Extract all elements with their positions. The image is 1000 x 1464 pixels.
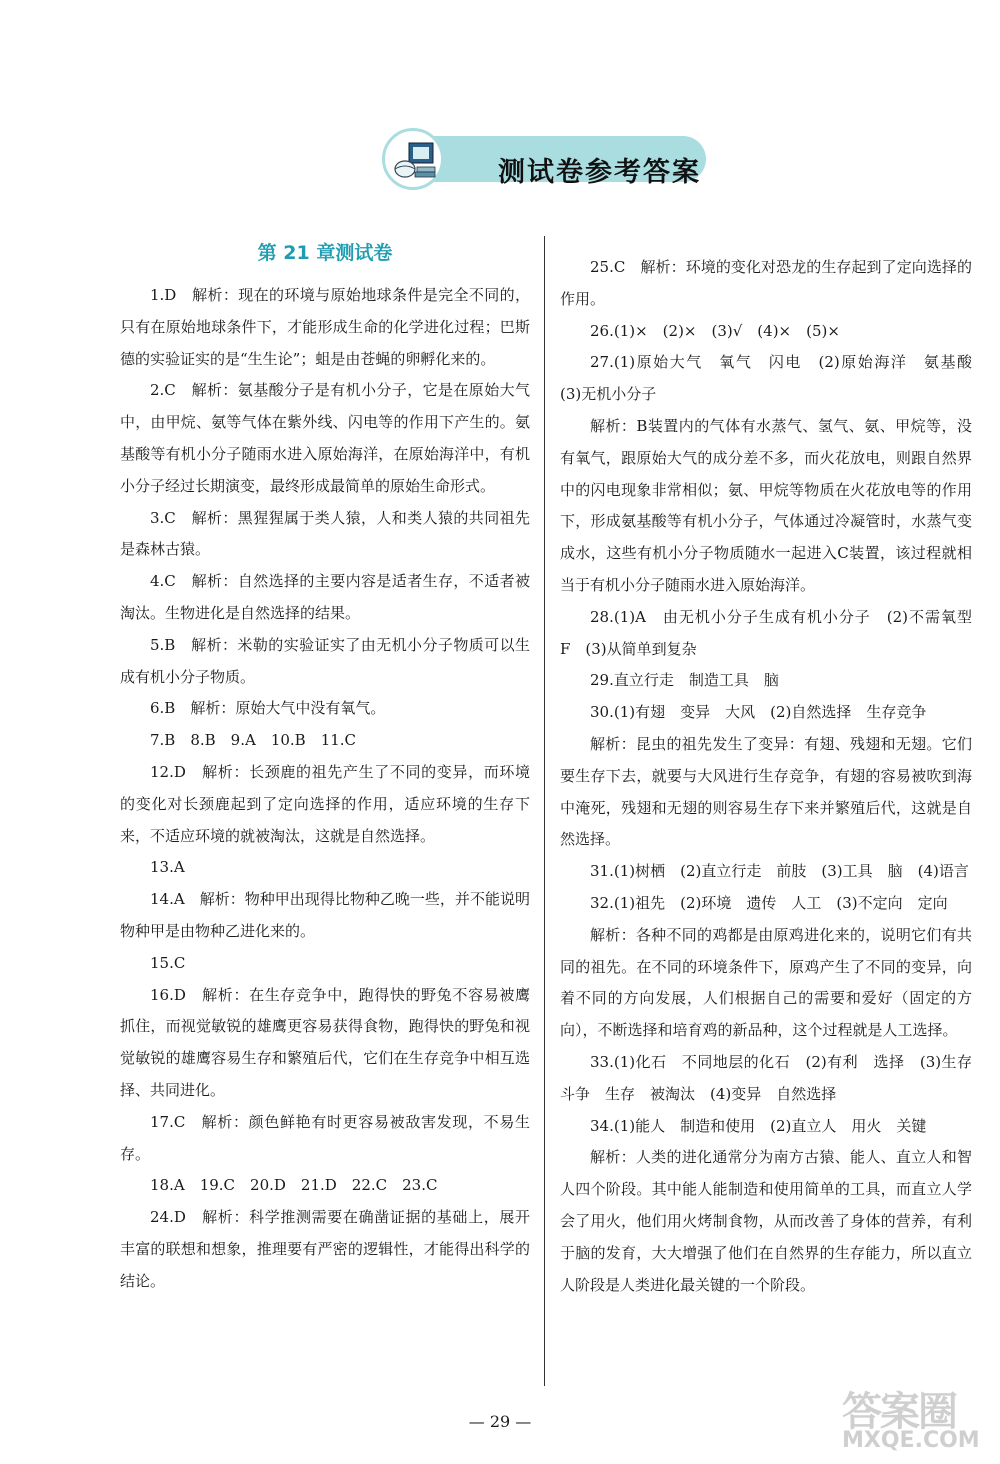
answer-item: 31.(1)树栖 (2)直立行走 前肢 (3)工具 脑 (4)语言	[590, 862, 969, 881]
analysis-item: 解析：B装置内的气体有水蒸气、氢气、氨、甲烷等，没有氧气，跟原始大气的成分差不多，而火花放电，则跟自然界中的闪电现象非常相似；氨、甲烷等物质在火花放电等的作用下，形成氨基酸等有机小分子，气体通过冷凝管时，水蒸气变成水，这些有机小分子物质随水一起进入C装置，该过程就相当于有机小分子随雨水进入原始海洋。	[560, 416, 972, 594]
analysis-item: 解析：各种不同的鸡都是由原鸡进化来的，说明它们有共同的祖先。在不同的环境条件下，原鸡产生了不同的变异，向着不同的方向发展，人们根据自己的需要和爱好（固定的方向），不断选择和培育鸡的新品种，这个过程就是人工选择。	[560, 925, 972, 1040]
answer-item: 24.D 解析：科学推测需要在确凿证据的基础上，展开丰富的联想和想象，推理要有严密的逻辑性，才能得出科学的结论。	[120, 1208, 530, 1290]
analysis-item: 解析：昆虫的祖先发生了变异：有翅、残翅和无翅。它们要生存下去，就要与大风进行生存竞争，有翅的容易被吹到海中淹死，残翅和无翅的则容易生存下来并繁殖后代，这就是自然选择。	[560, 734, 972, 849]
answer-item: 26.(1)× (2)× (3)√ (4)× (5)×	[590, 321, 840, 340]
answer-item: 7.B 8.B 9.A 10.B 11.C	[150, 731, 357, 750]
books-globe-icon	[382, 128, 444, 190]
left-column	[120, 232, 530, 1298]
answer-item: 25.C 解析：环境的变化对恐龙的生存起到了定向选择的作用。	[560, 258, 972, 308]
answer-item: 33.(1)化石 不同地层的化石 (2)有利 选择 (3)生存斗争 生存 被淘汰 (4)变异 自然选择	[560, 1052, 972, 1103]
answer-item: 1.D 解析：现在的环境与原始地球条件是完全不同的，只有在原始地球条件下，才能形成生命的化学进化过程；巴斯德的实验证实的是“生生论”；蛆是由苍蝇的卵孵化来的。	[120, 286, 530, 368]
answer-item: 3.C 解析：黑猩猩属于类人猿，人和类人猿的共同祖先是森林古猿。	[120, 508, 530, 559]
answer-item: 2.C 解析：氨基酸分子是有机小分子，它是在原始大气中，由甲烷、氨等气体在紫外线、闪电等的作用下产生的。氨基酸等有机小分子随雨水进入原始海洋，在原始海洋中，有机小分子经过长期演变，最终形成最简单的原始生命形式。	[120, 381, 530, 495]
answer-item: 6.B 解析：原始大气中没有氧气。	[150, 699, 386, 718]
answer-item: 17.C 解析：颜色鲜艳有时更容易被敌害发现，不易生存。	[120, 1112, 530, 1163]
answer-item: 28.(1)A 由无机小分子生成有机小分子 (2)不需氧型 F (3)从简单到复杂	[560, 607, 988, 658]
answer-item: 27.(1)原始大气 氧气 闪电 (2)原始海洋 氨基酸 (3)无机小分子	[560, 353, 988, 404]
answer-item: 16.D 解析：在生存竞争中，跑得快的野兔不容易被鹰抓住，而视觉敏锐的雄鹰更容易获得食物，跑得快的野兔和视觉敏锐的雄鹰容易生存和繁殖后代，它们在生存竞争中相互选择、共同进化。	[120, 985, 530, 1099]
answer-item: 12.D 解析：长颈鹿的祖先产生了不同的变异，而环境的变化对长颈鹿起到了定向选择的作用，适应环境的生存下来，不适应环境的就被淘汰，这就是自然选择。	[120, 762, 530, 845]
watermark-site: MXQE.COM	[842, 1428, 980, 1453]
answer-item: 13.A	[150, 858, 185, 877]
answer-item: 32.(1)祖先 (2)环境 遗传 人工 (3)不定向 定向	[590, 893, 948, 912]
answer-item: 15.C	[150, 953, 186, 972]
analysis-item: 解析：人类的进化通常分为南方古猿、能人、直立人和智人四个阶段。其中能人能制造和使用简单的工具，而直立人学会了用火，他们用火烤制食物，从而改善了身体的营养，有利于脑的发育，大大增强了他们在自然界的生存能力，所以直立人阶段是人类进化最关键的一个阶段。	[560, 1148, 972, 1294]
banner-bar	[422, 136, 706, 188]
column-divider	[544, 236, 545, 1386]
watermark-text: 答案圈	[842, 1389, 956, 1435]
section-title: 第 21 章测试卷	[257, 242, 393, 264]
watermark-logo	[842, 1380, 992, 1458]
answer-item: 30.(1)有翅 变异 大风 (2)自然选择 生存竞争	[590, 703, 927, 722]
right-column	[560, 252, 988, 1301]
answer-item: 29.直立行走 制造工具 脑	[590, 671, 779, 690]
answer-item: 34.(1)能人 制造和使用 (2)直立人 用火 关键	[590, 1116, 927, 1135]
page-number: — 29 —	[468, 1412, 532, 1431]
answer-item: 4.C 解析：自然选择的主要内容是适者生存，不适者被淘汰。生物进化是自然选择的结果。	[120, 572, 530, 622]
header-banner	[382, 128, 710, 190]
answer-item: 14.A 解析：物种甲出现得比物种乙晚一些，并不能说明物种甲是由物种乙进化来的。	[120, 890, 530, 940]
answer-item: 5.B 解析：米勒的实验证实了由无机小分子物质可以生成有机小分子物质。	[120, 635, 530, 686]
answer-item: 18.A 19.C 20.D 21.D 22.C 23.C	[150, 1176, 438, 1195]
banner-title: 测试卷参考答案	[498, 157, 701, 188]
